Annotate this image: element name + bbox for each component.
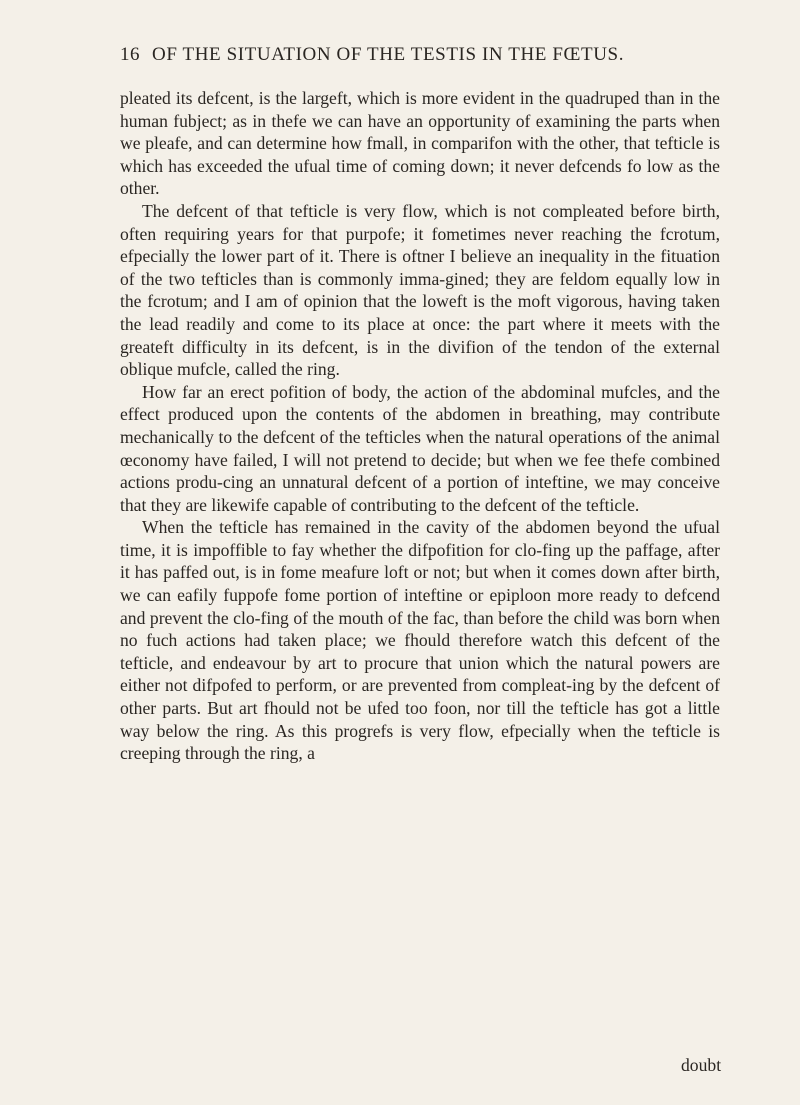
running-head	[120, 44, 720, 72]
paragraph: When the tefticle has remained in the cavity of the abdomen beyond the ufual time, it is impoffible to fay whether the difpofition for clo-fing up the paffage, after it has paffed out, is in fome meafure loft or not; but when it comes down after birth, we can eafily fuppofe fome portion of inteftine or epiploon more ready to defcend and prevent the clo-fing of the mouth of the fac, than before the child was born when no fuch actions had taken place; we fhould therefore watch this defcent of the tefticle, and endeavour by art to procure that union which the natural powers are either not difpofed to perform, or are prevented from compleat-ing by the defcent of other parts. But art fhould not be ufed too foon, nor till the tefticle has got a little way below the ring. As this progrefs is very flow, efpecially when the tefticle is creeping through the ring, a	[120, 517, 720, 764]
running-title: OF THE SITUATION OF THE TESTIS IN THE FŒTUS.	[152, 44, 625, 65]
paragraph: How far an erect pofition of body, the action of the abdominal mufcles, and the effect produced upon the contents of the abdomen in breathing, may contribute mechanically to the defcent of the tefticles when the natural operations of the animal œconomy have failed, I will not pretend to decide; but when we fee thefe combined actions produ-cing an unnatural defcent of a portion of inteftine, we may conceive that they are likewife capable of contributing to the defcent of the tefticle.	[120, 381, 720, 515]
catchword: doubt	[681, 1055, 722, 1075]
page-number: 16	[120, 44, 140, 65]
paragraph-continuation: pleated its defcent, is the largeft, which is more evident in the quadruped than in the human fubject; as in thefe we can have an opportunity of examining the parts when we pleafe, and can determine how fmall, in comparifon with the other, that tefticle is which has exceeded the ufual time of coming down; it never defcends fo low as the other.	[120, 88, 720, 199]
paragraph: The defcent of that tefticle is very flow, which is not compleated before birth, often requiring years for that purpofe; it fometimes never reaching the fcrotum, efpecially the lower part of it. There is oftner I believe an inequality in the fituation of the two tefticles than is commonly imma-gined; they are feldom equally low in the fcrotum; and I am of opinion that the loweft is the moft vigorous, having taken the lead readily and come to its place at once: the part where it meets with the greateft difficulty in its defcent, is in the divifion of the tendon of the external oblique mufcle, called the ring.	[120, 200, 720, 380]
body-text	[120, 87, 720, 765]
